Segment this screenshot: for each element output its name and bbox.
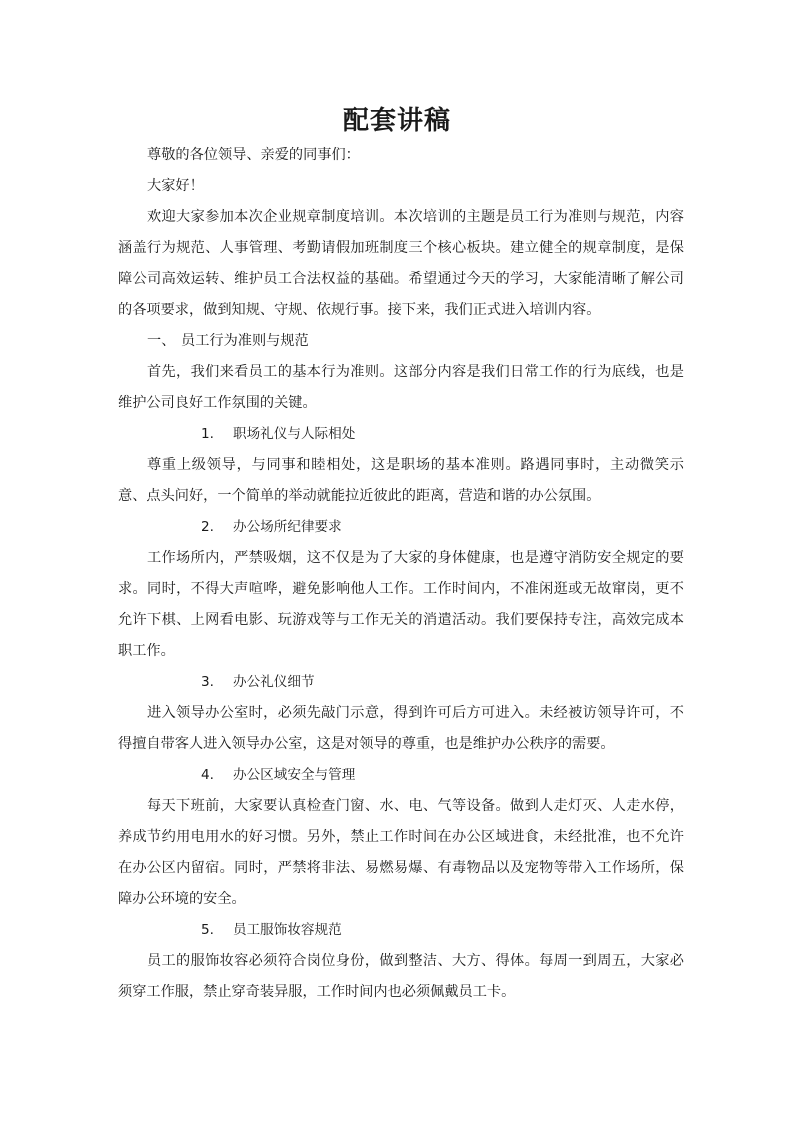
subsection-title: 办公礼仪细节 — [233, 674, 315, 690]
document-title: 配套讲稿 — [342, 106, 451, 136]
subsection-heading-4 — [118, 760, 684, 791]
subsection-body-4: 每天下班前，大家要认真检查门窗、水、电、气等设备。做到人走灯灭、人走水停，养成节约用电用水的好习惯。另外，禁止工作时间在办公区域进食，未经批准，也不允许在办公区内留宿。同时，严禁将非法、易燃易爆、有毒物品以及宠物等带入工作场所，保障办公环境的安全。 — [118, 798, 684, 907]
hello: 大家好！ — [147, 178, 204, 194]
subsection-body-5: 员工的服饰妆容必须符合岗位身份，做到整洁、大方、得体。每周一到周五，大家必须穿工作服，禁止穿奇装异服，工作时间内也必须佩戴员工卡。 — [118, 953, 684, 1000]
subsection-heading-2 — [118, 512, 684, 543]
subsection-number: 3. — [201, 674, 214, 690]
subsection-number: 4. — [201, 767, 214, 783]
greeting: 尊敬的各位领导、亲爱的同事们： — [147, 147, 360, 163]
subsection-heading-5 — [118, 915, 684, 946]
section-heading-1 — [118, 326, 684, 357]
section-title: 员工行为准则与规范 — [181, 333, 309, 349]
intro-paragraph: 欢迎大家参加本次企业规章制度培训。本次培训的主题是员工行为准则与规范，内容涵盖行为规范、人事管理、考勤请假加班制度三个核心板块。建立健全的规章制度，是保障公司高效运转、维护员工合法权益的基础。希望通过今天的学习，大家能清晰了解公司的各项要求，做到知规、守规、依规行事。接下来，我们正式进入培训内容。 — [118, 209, 684, 318]
subsection-heading-1 — [118, 419, 684, 450]
subsection-number: 2. — [201, 519, 214, 535]
subsection-body-2: 工作场所内，严禁吸烟，这不仅是为了大家的身体健康，也是遵守消防安全规定的要求。同时，不得大声喧哗，避免影响他人工作。工作时间内，不准闲逛或无故窜岗，更不允许下棋、上网看电影、玩游戏等与工作无关的消遣活动。我们要保持专注，高效完成本职工作。 — [118, 550, 684, 659]
subsection-body-3: 进入领导办公室时，必须先敲门示意，得到许可后方可进入。未经被访领导许可，不得擅自带客人进入领导办公室，这是对领导的尊重，也是维护办公秩序的需要。 — [118, 705, 684, 752]
document-body — [118, 140, 684, 1008]
subsection-title: 办公区域安全与管理 — [233, 767, 356, 783]
section-intro: 首先，我们来看员工的基本行为准则。这部分内容是我们日常工作的行为底线，也是维护公司良好工作氛围的关键。 — [118, 364, 684, 411]
section-number: 一、 — [147, 333, 176, 349]
subsection-title: 职场礼仪与人际相处 — [233, 426, 356, 442]
subsection-title: 办公场所纪律要求 — [233, 519, 342, 535]
subsection-number: 1. — [201, 426, 214, 442]
subsection-heading-3 — [118, 667, 684, 698]
subsection-body-1: 尊重上级领导，与同事和睦相处，这是职场的基本准则。路遇同事时，主动微笑示意、点头问好，一个简单的举动就能拉近彼此的距离，营造和谐的办公氛围。 — [118, 457, 684, 504]
subsection-number: 5. — [201, 922, 214, 938]
subsection-title: 员工服饰妆容规范 — [233, 922, 342, 938]
